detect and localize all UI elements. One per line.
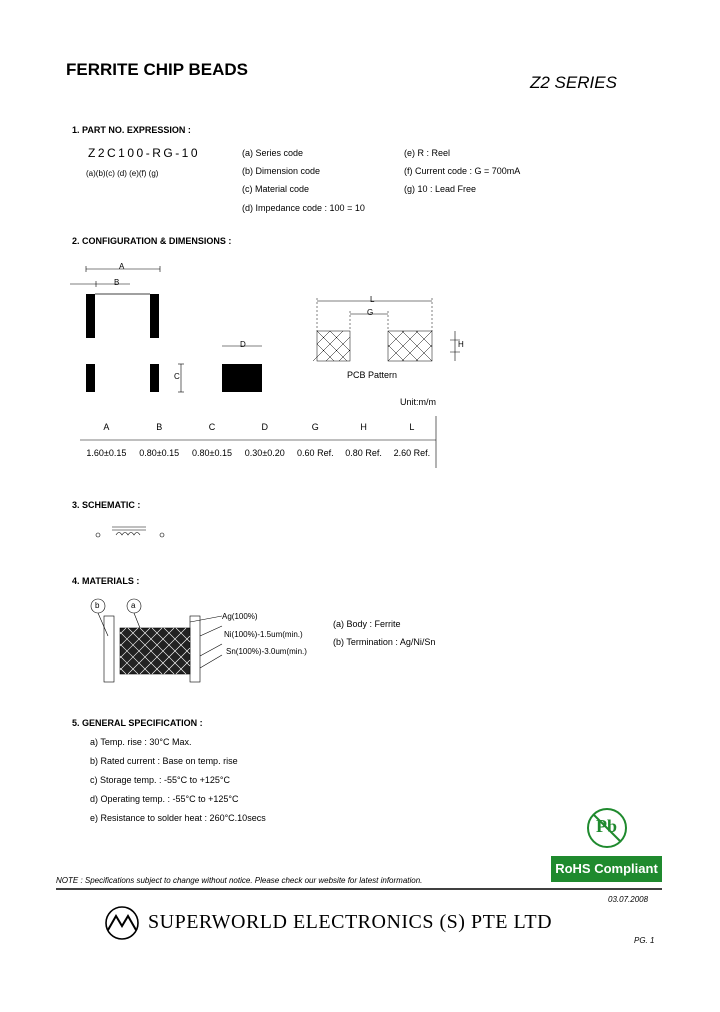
table-cell: 1.60±0.15 <box>86 448 127 458</box>
dim-label-h: H <box>458 340 464 349</box>
series-label: Z2 SERIES <box>530 73 617 92</box>
part-no-heading: 1. PART NO. EXPRESSION : <box>72 125 191 135</box>
spec-item: e) Resistance to solder heat : 260°C.10secs <box>90 813 266 823</box>
schematic-heading: 3. SCHEMATIC : <box>72 500 141 510</box>
part-code: Z2C100-RG-10 <box>88 146 201 160</box>
table-cell: 0.80±0.15 <box>192 448 232 458</box>
pcb-pad-left <box>313 331 350 361</box>
material-layer-ag: Ag(100%) <box>222 612 258 621</box>
pb-symbol-text: Pb <box>596 816 618 836</box>
table-header: C <box>208 422 216 432</box>
schematic-symbol <box>96 527 164 537</box>
page-number: PG. 1 <box>634 936 655 945</box>
dim-label-c: C <box>174 372 180 381</box>
table-cell: 0.60 Ref. <box>297 448 334 458</box>
document-title: FERRITE CHIP BEADS <box>66 60 248 79</box>
top-terminal-left <box>86 294 95 338</box>
spec-item: b) Rated current : Base on temp. rise <box>90 756 238 766</box>
table-header: L <box>409 422 415 432</box>
table-cell: 0.80 Ref. <box>345 448 382 458</box>
table-header: H <box>360 422 367 432</box>
part-item-f: (f) Current code : G = 700mA <box>404 166 521 176</box>
part-item-g: (g) 10 : Lead Free <box>404 184 477 194</box>
part-item-d: (d) Impedance code : 100 = 10 <box>242 203 365 213</box>
dim-label-l: L <box>370 295 375 304</box>
part-item-e: (e) R : Reel <box>404 148 451 158</box>
footer-date: 03.07.2008 <box>608 895 649 904</box>
pcb-caption: PCB Pattern <box>347 370 398 380</box>
part-item-b: (b) Dimension code <box>242 166 321 176</box>
spec-item: d) Operating temp. : -55°C to +125°C <box>90 794 239 804</box>
dimension-table <box>80 416 436 468</box>
material-layer-ni: Ni(100%)-1.5um(min.) <box>224 630 303 639</box>
material-termination: (b) Termination : Ag/Ni/Sn <box>333 637 436 647</box>
footer-note: NOTE : Specifications subject to change without notice. Please check our website for latest information. <box>56 876 423 885</box>
part-item-c: (c) Material code <box>242 184 310 194</box>
part-code-letters: (a)(b)(c) (d) (e)(f) (g) <box>86 169 159 178</box>
dim-label-b: B <box>114 278 120 287</box>
table-header: G <box>311 422 319 432</box>
top-terminal-right <box>150 294 159 338</box>
side-terminal-right <box>150 364 159 392</box>
company-name: SUPERWORLD ELECTRONICS (S) PTE LTD <box>148 911 553 933</box>
spec-item: c) Storage temp. : -55°C to +125°C <box>90 775 231 785</box>
table-header: A <box>103 422 110 432</box>
side-terminal-left <box>86 364 95 392</box>
table-cell: 0.30±0.20 <box>244 448 285 458</box>
table-header: D <box>261 422 269 432</box>
rohs-badge: RoHS Compliant <box>551 856 662 882</box>
dim-label-g: G <box>367 308 374 317</box>
table-cell: 2.60 Ref. <box>393 448 431 458</box>
bubble-a: a <box>131 601 136 610</box>
pcb-pad-right <box>388 331 432 361</box>
end-view-block <box>222 364 262 392</box>
materials-heading: 4. MATERIALS : <box>72 576 140 586</box>
bubble-b: b <box>95 601 100 610</box>
dim-label-a: A <box>119 262 125 271</box>
table-header: B <box>156 422 163 432</box>
unit-label: Unit:m/m <box>400 397 436 407</box>
spec-heading: 5. GENERAL SPECIFICATION : <box>72 718 203 728</box>
material-body: (a) Body : Ferrite <box>333 619 401 629</box>
table-cell: 0.80±0.15 <box>139 448 180 458</box>
config-heading: 2. CONFIGURATION & DIMENSIONS : <box>72 236 232 246</box>
company-logo-icon <box>106 907 138 939</box>
part-item-a: (a) Series code <box>242 148 304 158</box>
spec-item: a) Temp. rise : 30°C Max. <box>90 737 192 747</box>
material-layer-sn: Sn(100%)-3.0um(min.) <box>226 647 307 656</box>
dim-label-d: D <box>240 340 246 349</box>
